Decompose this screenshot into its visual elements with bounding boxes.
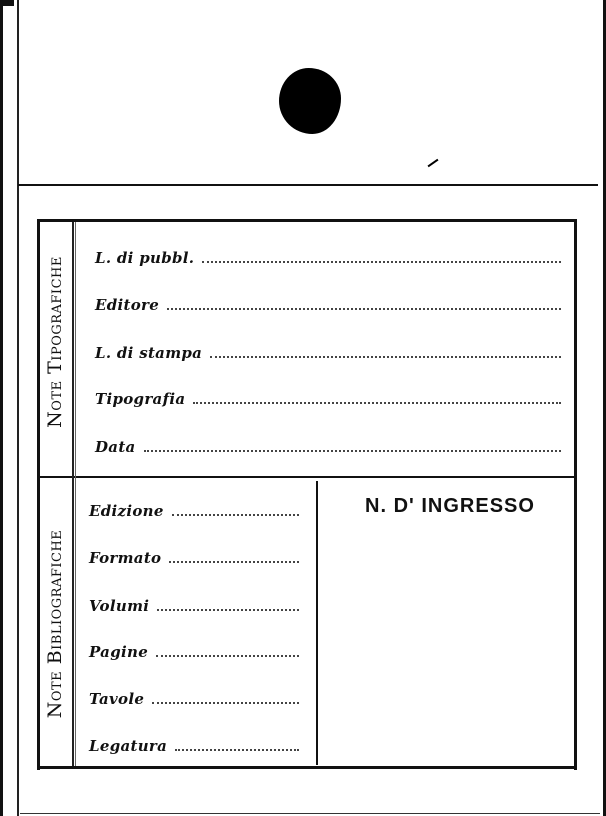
field-data[interactable] <box>95 434 561 456</box>
frame-bottom-border <box>37 766 577 769</box>
field-formato[interactable] <box>89 545 299 567</box>
ingresso-number-heading: N. D' INGRESSO <box>365 495 535 517</box>
section-divider <box>37 476 577 478</box>
field-edizione[interactable] <box>89 498 299 520</box>
frame-top-border <box>37 219 577 222</box>
card-corner-mark <box>0 0 14 6</box>
fold-line <box>18 184 598 186</box>
field-dotted-line <box>156 655 299 657</box>
label-gutter-line <box>72 222 74 766</box>
field-label: Tavole <box>89 690 145 708</box>
ingresso-divider <box>316 481 318 765</box>
field-label: Legatura <box>89 737 168 755</box>
field-label: Editore <box>95 296 160 314</box>
label-gutter-line-inner <box>75 222 76 766</box>
field-label: Data <box>95 438 136 456</box>
field-volumi[interactable] <box>89 593 299 615</box>
field-dotted-line <box>172 514 299 516</box>
field-dotted-line <box>210 356 561 358</box>
field-dotted-line <box>169 561 299 563</box>
field-legatura[interactable] <box>89 733 299 755</box>
section-label-note-bibliografiche: Note Bibliografiche <box>44 529 66 719</box>
field-luogo-pubblicazione[interactable] <box>95 245 561 267</box>
field-dotted-line <box>152 702 299 704</box>
field-dotted-line <box>175 749 299 751</box>
field-dotted-line <box>157 609 299 611</box>
card-left-margin-line <box>17 0 19 816</box>
field-dotted-line <box>202 261 561 263</box>
field-label: L. di stampa <box>95 344 203 362</box>
field-label: Formato <box>89 549 162 567</box>
field-label: Pagine <box>89 643 149 661</box>
field-tavole[interactable] <box>89 686 299 708</box>
field-editore[interactable] <box>95 292 561 314</box>
punch-hole <box>279 68 341 134</box>
field-label: Volumi <box>89 597 150 615</box>
field-label: Edizione <box>89 502 164 520</box>
field-label: L. di pubbl. <box>95 249 195 267</box>
field-dotted-line <box>167 308 561 310</box>
ink-mark <box>428 159 439 168</box>
frame-left-border <box>37 219 40 770</box>
card-bottom-edge <box>20 813 600 814</box>
card-left-edge <box>0 0 3 816</box>
field-pagine[interactable] <box>89 639 299 661</box>
field-label: Tipografia <box>95 390 186 408</box>
field-dotted-line <box>144 450 561 452</box>
field-dotted-line <box>193 402 561 404</box>
field-luogo-stampa[interactable] <box>95 340 561 362</box>
section-label-note-tipografiche: Note Tipografiche <box>44 256 66 428</box>
field-tipografia[interactable] <box>95 386 561 408</box>
